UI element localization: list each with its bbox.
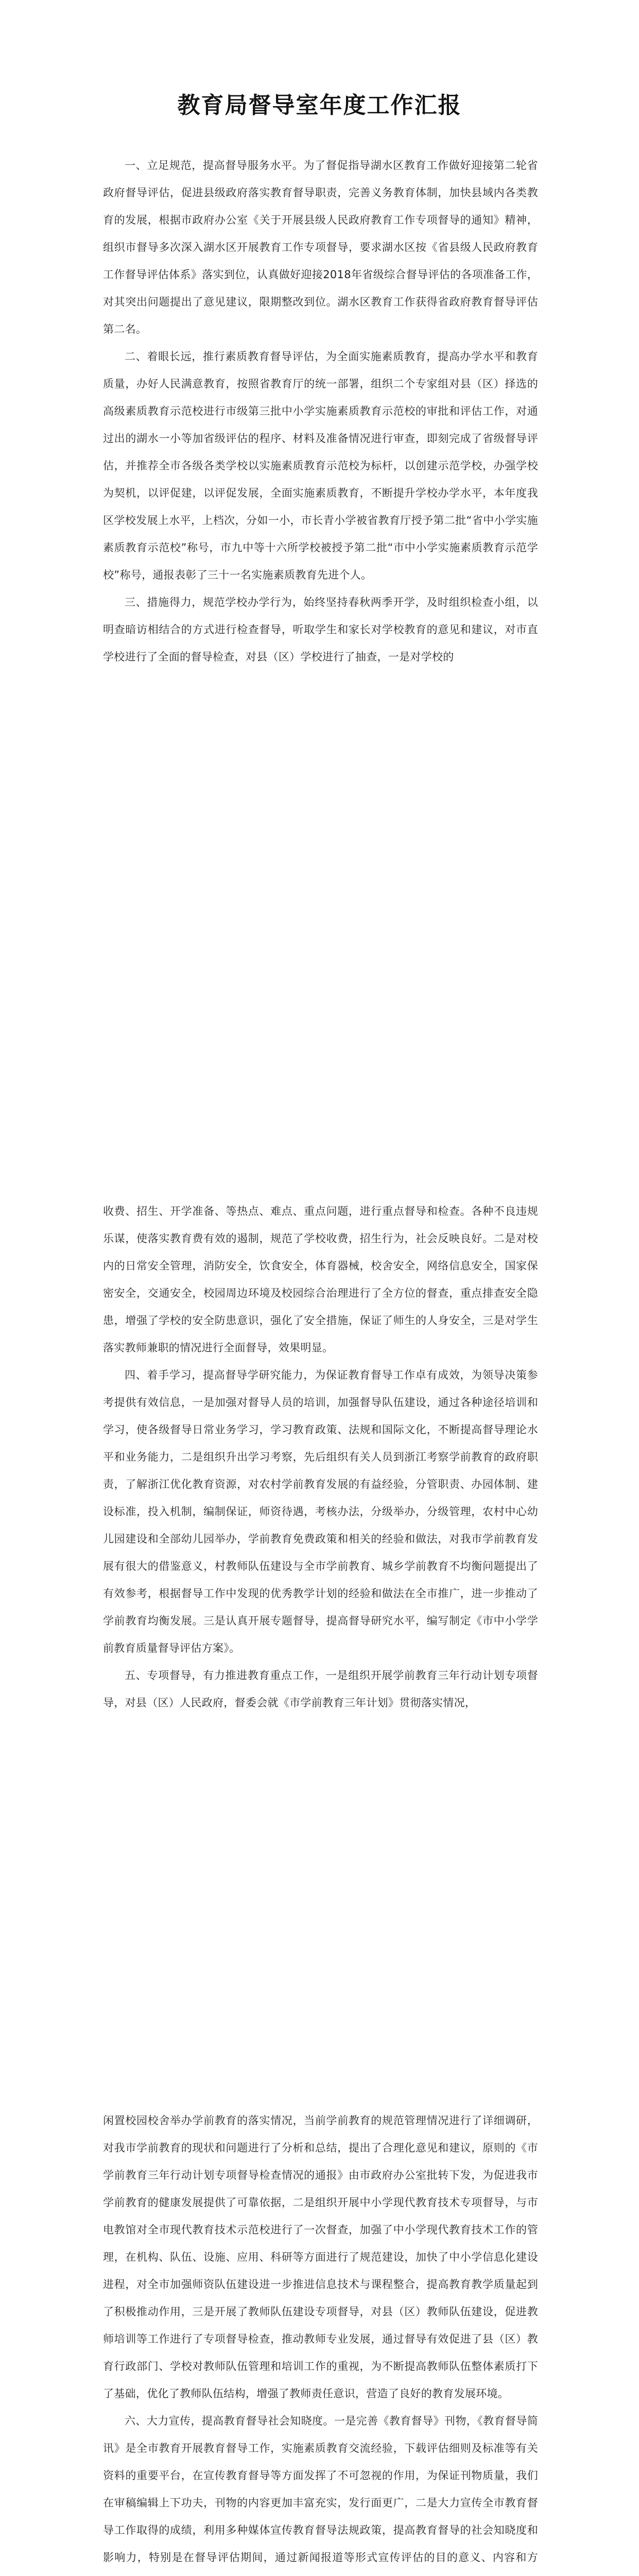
- text-block-page-2: [103, 1198, 538, 1717]
- paragraph-special-supervision-continued: 闲置校园校舍举办学前教育的落实情况，当前学前教育的规范管理情况进行了详细调研，对我市学前教育的现状和问题进行了分析和总结，提出了合理化意见和建议，原则的《市学前教育三年行动计划专项督导检查情况的通报》由市政府办公室批转下发，为促进我市学前教育的健康发展提供了可靠依据，二是组织开展中小学现代教育技术专项督导，与市电教馆对全市现代教育技术示范校进行了一次督查，加强了中小学现代教育技术工作的管理，在机构、队伍、设施、应用、科研等方面进行了规范建设，加快了中小学信息化建设进程，对全市加强师资队伍建设进一步推进信息技术与课程整合，提高教育教学质量起到了积极推动作用，三是开展了教师队伍建设专项督导，对县（区）教师队伍建设，促进教师培训等工作进行了专项督导检查，推动教师专业发展，通过督导有效促进了县（区）教育行政部门、学校对教师队伍管理和培训工作的重视，为不断提高教师队伍整体素质打下了基础，优化了教师队伍结构，增强了教师责任意识，营造了良好的教育发展环境。: [103, 2114, 538, 2400]
- document-title: 教育局督导室年度工作汇报: [177, 92, 462, 118]
- text-block-page-3: [103, 2107, 538, 2576]
- paragraph-special-supervision: 五、专项督导，有力推进教育重点工作，一是组织开展学前教育三年行动计划专项督导，对县（区）人民政府，督委会就《市学前教育三年计划》贯彻落实情况，: [103, 1669, 538, 1709]
- paragraph-standardize-supervision: 一、立足规范，提高督导服务水平。为了督促指导湖水区教育工作做好迎接第二轮省政府督导评估，促进县级政府落实教育督导职责，完善义务教育体制，加快县域内各类教育的发展，根据市政府办公室《关于开展县级人民政府教育工作专项督导的通知》精神，组织市督导多次深入湖水区开展教育工作专项督导，要求湖水区按《省县级人民政府教育工作督导评估体系》落实到位，认真做好迎接2018年省级综合督导评估的各项准备工作，对其突出问题提出了意见建议，限期整改到位。湖水区教育工作获得省政府教育督导评估第二名。: [103, 159, 538, 335]
- paragraph-school-conduct: 三、措施得力，规范学校办学行为，始终坚持春秋两季开学，及时组织检查小组，以明查暗访相结合的方式进行检查督导，听取学生和家长对学校教育的意见和建议，对市直学校进行了全面的督导检查，对县（区）学校进行了抽查，一是对学校的: [103, 596, 538, 663]
- paragraph-research-capacity: 四、着手学习，提高督导学研究能力，为保证教育督导工作卓有成效，为领导决策参考提供有效信息，一是加强对督导人员的培训，加强督导队伍建设，通过各种途径培训和学习，使各级督导日常业务学习，学习教育政策、法规和国际文化，不断提高督导理论水平和业务能力，二是组织升出学习考察，先后组织有关人员到浙江考察学前教育的政府职责，了解浙江优化教育资源，对农村学前教育发展的有益经验，分管职责、办园体制、建设标准，投入机制，编制保证，师资待遇，考核办法，分级举办，分级管理，农村中心幼儿园建设和全部幼儿园举办，学前教育免费政策和相关的经验和做法，对我市学前教育发展有很大的借鉴意义，村教师队伍建设与全市学前教育、城乡学前教育不均衡问题提出了有效参考，根据督导工作中发现的优秀教学计划的经验和做法在全市推广，进一步推动了学前教育均衡发展。三是认真开展专题督导，提高督导研究水平，编写制定《市中小学学前教育质量督导评估方案》。: [103, 1369, 538, 1654]
- paragraph-quality-education-evaluation: 二、着眼长远，推行素质教育督导评估，为全面实施素质教育，提高办学水平和教育质量，办好人民满意教育，按照省教育厅的统一部署，组织二个专家组对县（区）择选的高级素质教育示范校进行市级第三批中小学实施素质教育示范校的审批和评估工作，对通过出的湖水一小等加省级评估的程序、材料及准备情况进行审查，即刻完成了省级督导评估，并推荐全市各级各类学校以实施素质教育示范校为标杆，以创建示范学校，办强学校为契机，以评促建，以评促发展，全面实施素质教育，不断提升学校办学水平，本年度我区学校发展上水平，上档次，分如一小，市长青小学被省教育厅授予第二批“省中小学实施素质教育示范校”称号，市九中等十六所学校被授予第二批“市中小学实施素质教育示范学校”称号，通报表彰了三十一名实施素质教育先进个人。: [103, 350, 538, 581]
- paragraph-publicity: 六、大力宣传，提高教育督导社会知晓度。一是完善《教育督导》刊物，《教育督导简讯》是全市教育开展教育督导工作，实施素质教育交流经验，下载评估细则及标准等有关资料的重要平台，在宣传教育督导等方面发挥了不可忽视的作用，为保证刊物质量，我们在审稿编辑上下功夫，刊物的内容更加丰富充实，发行面更广，二是大力宣传全市教育督导工作取得的成绩，利用多种媒体宣传教育督导法规政策，提高教育督导的社会知晓度和影响力，特别是在督导评估期间，通过新闻报道等形式宣传评估的目的意义、内容和方: [103, 2415, 538, 2564]
- text-block-page-1: [103, 152, 538, 671]
- paragraph-school-conduct-continued: 收费、招生、开学准备、等热点、难点、重点问题，进行重点督导和检查。各种不良违规乐谋，使落实教育费有效的遏制，规范了学校收费，招生行为，社会反映良好。二是对校内的日常安全管理，消防安全，饮食安全，体育器械，校舍安全，网络信息安全，国家保密安全，交通安全，校园周边环境及校园综合治理进行了全方位的督查，重点排查安全隐患，增强了学校的安全防患意识，强化了安全措施，保证了师生的人身安全，三是对学生落实教师兼职的情况进行全面督导，效果明显。: [103, 1205, 538, 1354]
